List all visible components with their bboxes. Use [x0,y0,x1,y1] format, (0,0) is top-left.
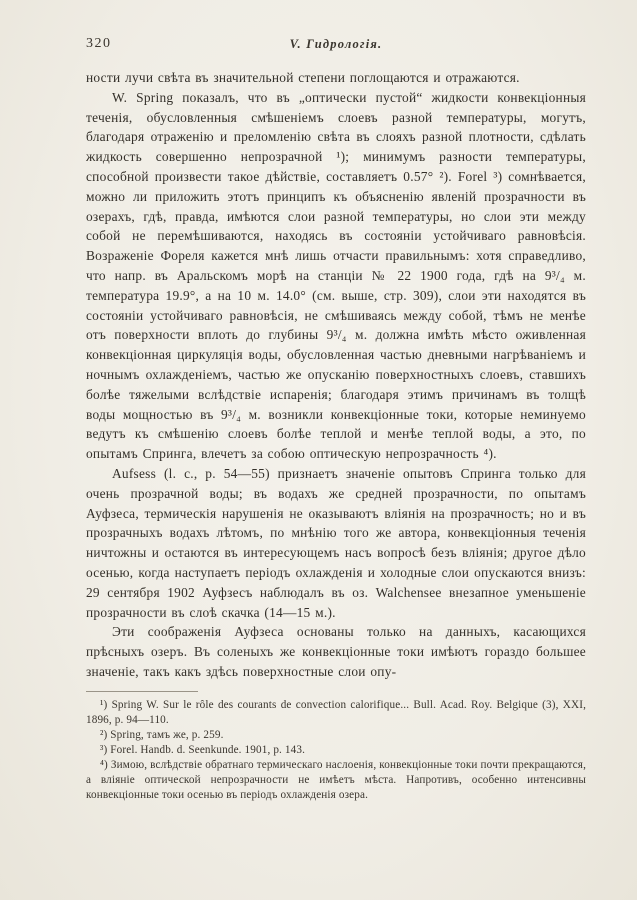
page-header [86,36,586,56]
body-text [86,68,586,682]
paragraph-aufsess: Aufsess (l. c., p. 54—55) признаетъ значеніе опытовъ Спринга только для очень прозрачной воды; въ водахъ же средней прозрачности, по опытамъ Ауфзеса, термическія нарушенія не оказываютъ вліянія на прозрачность; но и въ прозрачныхъ водахъ лѣтомъ, по мнѣнію того же автора, конвекціонныя теченія ничтожны и остаются въ интересующемъ насъ вопросѣ безъ вліянія; другое дѣло осенью, когда наступаетъ періодъ охлажденія и холодные слои опускаются внизъ: 29 сентября 1902 Ауфзесъ наблюдалъ въ оз. Walchensee внезапное уменьшеніе прозрачности въ слоѣ скачка (14—15 м.). [86,465,586,620]
footnote-2: ²) Spring, тамъ же, p. 259. [100,728,224,741]
footnote-4: ⁴) Зимою, вслѣдствіе обратнаго термическаго наслоенія, конвекціонные токи почти прекращаются, а вліяніе оптической непрозрачности не имѣетъ мѣста. Напротивъ, особенно интенсивны конвекціонные токи осенью въ періодъ охлажденія озера. [86,758,586,801]
footnotes [86,698,586,803]
footnote-separator [86,691,198,692]
running-title: V. Гидрологія. [289,37,383,51]
footnote-1: ¹) Spring W. Sur le rôle des courants de convection calorifique... Bull. Acad. Roy. Belgique (3), XXI, 1896, p. 94—110. [86,698,586,726]
footnote-3: ³) Forel. Handb. d. Seenkunde. 1901, p. 143. [100,743,306,756]
paragraph-spring: W. Spring показалъ, что въ „оптически пустой“ жидкости конвекціонныя теченія, обусловленныя смѣшеніемъ слоевъ разной температуры, могутъ, благодаря отраженію и преломленію свѣта въ слояхъ разной плотности, сдѣлать жидкость совершенно непрозрачной ¹); минимумъ разности температуры, способной произвести такое дѣйствіе, составляетъ 0.57° ²). Forel ³) сомнѣвается, можно ли приложить этотъ принципъ къ объясненію явленій прозрачности въ озерахъ, гдѣ, правда, имѣются слои разной температуры, но слои эти между собой не перемѣшиваются, находясь въ состояніи устойчиваго равновѣсія. Возраженіе Фореля кажется мнѣ лишь отчасти правильнымъ: хотя справедливо, что напр. въ Аральскомъ морѣ на станціи № 22 1900 года, гдѣ на 9³/₄ м. температура 19.9°, а на 10 м. 14.0° (см. выше, стр. 309), слои эти находятся въ состояніи устойчиваго равновѣсія, не смѣшиваясь между собой, тѣмъ не менѣе отъ поверхности вплоть до глубины 9³/₄ м. должна имѣть мѣсто оживленная конвекціонная циркуляція воды, обусловленная частью дневными нагрѣваніемъ и ночнымъ охлажденіемъ, частью же опусканію поверхностныхъ слоевъ, ставшихъ болѣе тяжелыми вслѣдствіе испаренія; благодаря этимъ причинамъ въ толщѣ воды мощностью въ 9³/₄ м. возникли конвекціонные токи, которые неминуемо ведутъ къ смѣшенію слоевъ болѣе теплой и менѣе теплой воды, а это, по опытамъ Спринга, влечетъ за собою оптическую непрозрачность ⁴). [86,89,586,462]
page-number: 320 [86,36,112,51]
page-content [86,36,586,803]
paragraph-closing: Эти соображенія Ауфзеса основаны только на данныхъ, касающихся прѣсныхъ озеръ. Въ соленыхъ же конвекціонные токи имѣютъ гораздо большее значеніе, такъ какъ здѣсь поверхностные слои опу- [86,624,586,679]
paragraph-continuation: ности лучи свѣта въ значительной степени поглощаются и отражаются. [86,70,520,85]
